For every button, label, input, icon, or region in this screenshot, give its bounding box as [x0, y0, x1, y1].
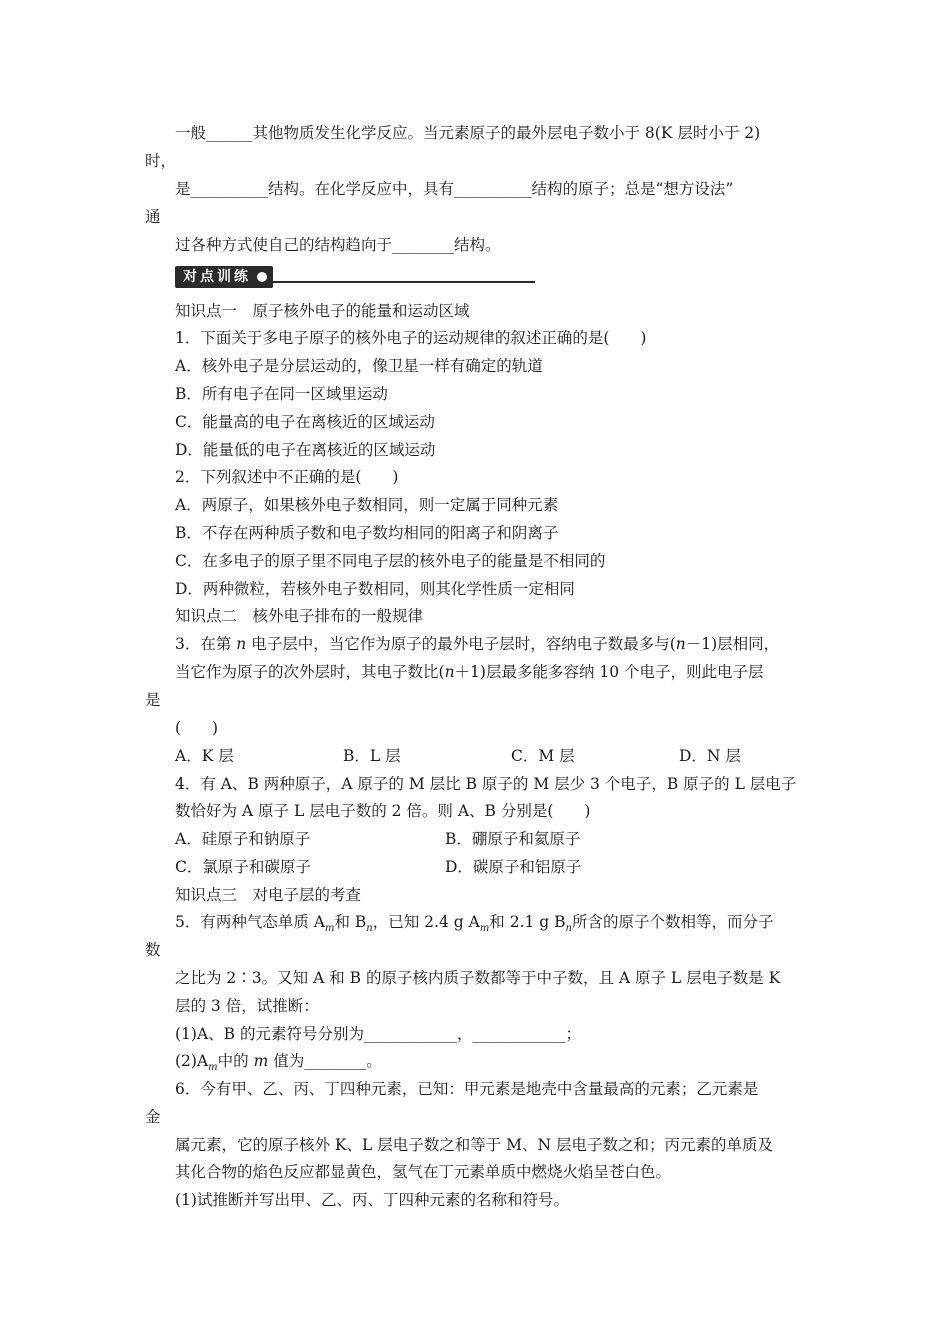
intro-line-2: 是__________结构。在化学反应中，具有__________结构的原子；总是“想方设法” [175, 180, 734, 198]
q4-option-d: D．碳原子和铝原子 [445, 858, 582, 876]
q3-answer-blank: ( ) [175, 719, 219, 737]
q5-line-2: 之比为 2∶3。又知 A 和 B 的原子核内质子数都等于中子数，且 A 原子 L 层电子数是 K [175, 969, 781, 987]
q2-option-b: B．不存在两种质子数和电子数均相同的阳离子和阴离子 [175, 524, 559, 542]
intro-line-2-wrap: 通 [145, 208, 161, 226]
q1-option-a: A．核外电子是分层运动的，像卫星一样有确定的轨道 [175, 357, 543, 375]
knowledge-point-1-title: 知识点一 原子核外电子的能量和运动区域 [175, 302, 470, 320]
banner-rule [273, 281, 535, 283]
q5-sub-2: $(2)A_m$中的 m 值为________。 [175, 1052, 382, 1074]
q1-option-d: D．能量低的电子在离核近的区域运动 [175, 441, 436, 459]
section-banner [175, 266, 535, 288]
q6-line-1-wrap: 金 [145, 1108, 161, 1126]
q6-sub-1: (1)试推断并写出甲、乙、丙、丁四种元素的名称和符号。 [175, 1191, 569, 1209]
q2-stem: 2．下列叙述中不正确的是( ) [175, 468, 399, 486]
q2-option-a: A．两原子，如果核外电子数相同，则一定属于同种元素 [175, 496, 559, 514]
q3-line-2: 当它作为原子的次外层时，其电子数比(n＋1)层最多能多容纳 10 个电子，则此电子层 [175, 663, 764, 681]
dot-icon [257, 272, 267, 282]
intro-line-3: 过各种方式使自己的结构趋向于________结构。 [175, 236, 501, 254]
q2-option-c: C．在多电子的原子里不同电子层的核外电子的能量是不相同的 [175, 552, 606, 570]
q4-line-2: 数恰好为 A 原子 L 层电子数的 2 倍。则 A、B 分别是( ) [175, 802, 591, 820]
q3-line-1: 3．在第 n 电子层中，当它作为原子的最外电子层时，容纳电子数最多与(n－1)层相同， [175, 635, 780, 653]
q6-line-2: 属元素，它的原子核外 K、L 层电子数之和等于 M、N 层电子数之和；丙元素的单质及 [175, 1136, 774, 1154]
q4-option-a: A．硅原子和钠原子 [175, 830, 311, 848]
q5-line-3: 层的 3 倍，试推断： [175, 997, 319, 1015]
q4-option-c: C．氯原子和碳原子 [175, 858, 311, 876]
q6-line-3: 其化合物的焰色反应都显黄色，氢气在丁元素单质中燃烧火焰呈苍白色。 [175, 1163, 672, 1181]
q3-option-d: D．N 层 [679, 747, 741, 765]
q1-stem: 1．下面关于多电子原子的核外电子的运动规律的叙述正确的是( ) [175, 329, 647, 347]
intro-line-1-wrap: 时， [145, 152, 177, 170]
knowledge-point-3-title: 知识点三 对电子层的考查 [175, 886, 362, 904]
q3-option-b: B．L 层 [343, 747, 401, 765]
q3-option-a: A．K 层 [175, 747, 234, 765]
knowledge-point-2-title: 知识点二 核外电子排布的一般规律 [175, 607, 424, 625]
q3-line-2-wrap: 是 [145, 691, 161, 709]
q4-option-b: B．硼原子和氦原子 [445, 830, 581, 848]
q2-option-d: D．两种微粒，若核外电子数相同，则其化学性质一定相同 [175, 580, 575, 598]
q5-line-1-wrap: 数 [145, 941, 161, 959]
intro-line-1: 一般______其他物质发生化学反应。当元素原子的最外层电子数小于 8(K 层时小于 2) [175, 124, 761, 142]
q5-line-1: 5．有两种气态单质 $A_m$和 $B_n$，已知 2.4 g $A_m$和 2.1 g $B_n$所含的原子个数相等，而分子 [175, 913, 774, 935]
q3-option-c: C．M 层 [511, 747, 575, 765]
section-banner-label [175, 266, 273, 288]
q4-line-1: 4．有 A、B 两种原子，A 原子的 M 层比 B 原子的 M 层少 3 个电子，B 原子的 L 层电子 [175, 775, 797, 793]
q1-option-b: B．所有电子在同一区域里运动 [175, 385, 388, 403]
q1-option-c: C．能量高的电子在离核近的区域运动 [175, 413, 435, 431]
section-banner-text: 对点训练 [183, 269, 251, 285]
q6-line-1: 6．今有甲、乙、丙、丁四种元素，已知：甲元素是地壳中含量最高的元素；乙元素是 [175, 1080, 759, 1098]
q5-sub-1: (1)A、B 的元素符号分别为____________，____________； [175, 1025, 581, 1043]
